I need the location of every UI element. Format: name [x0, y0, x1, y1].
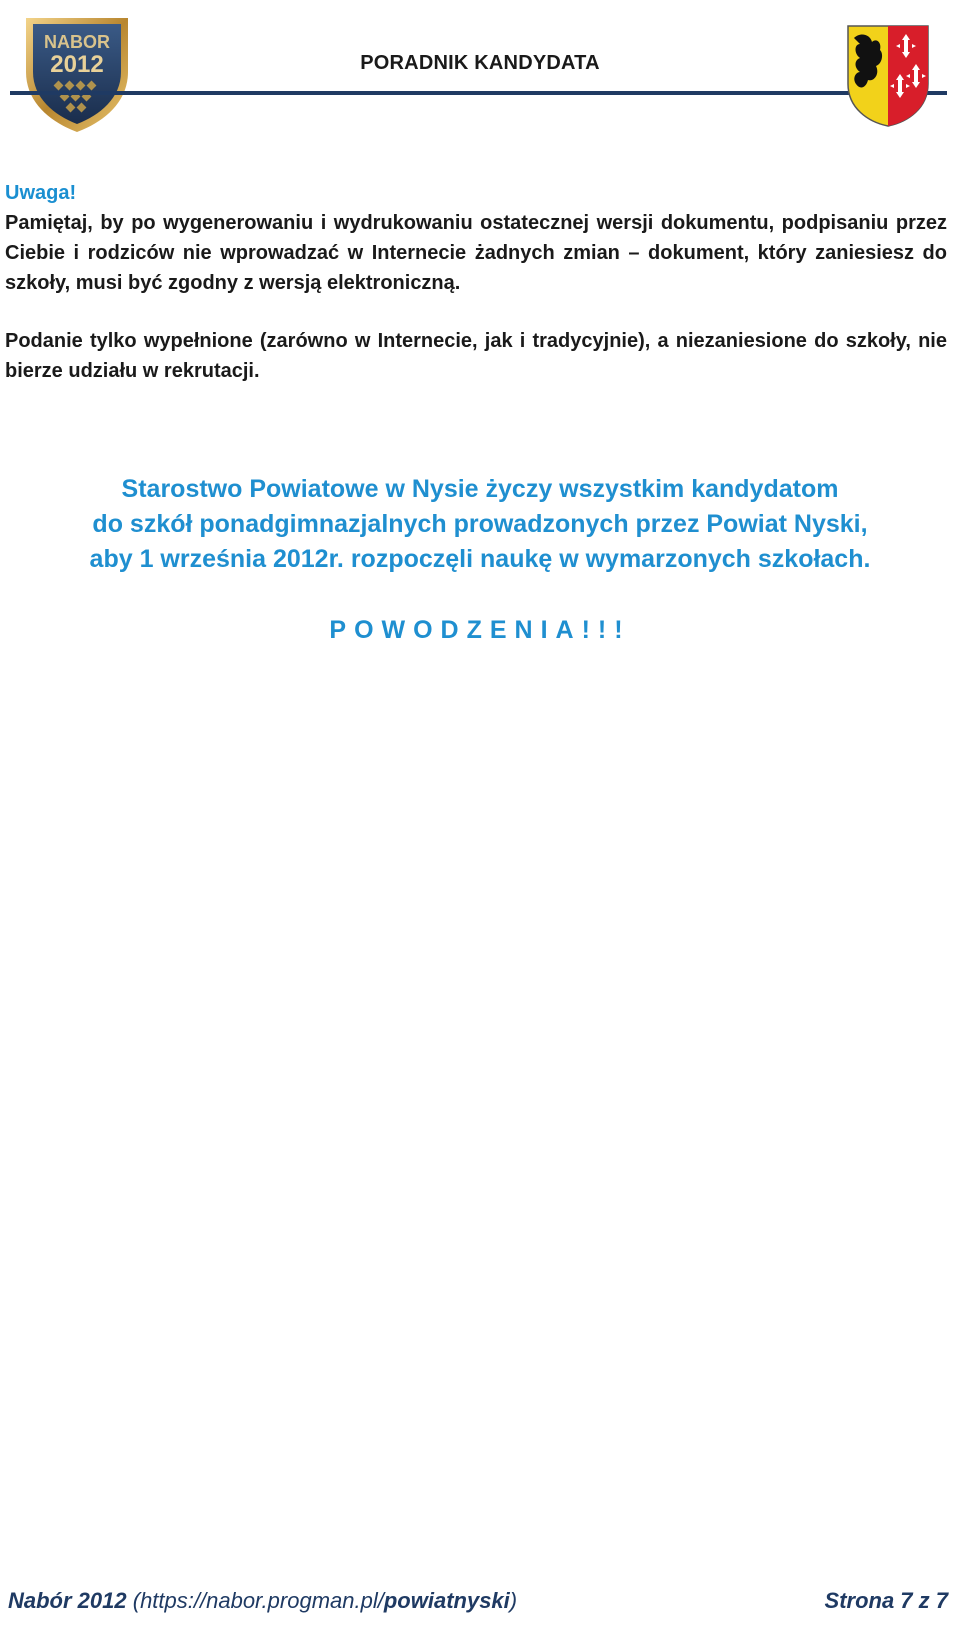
- notice-section: [5, 178, 947, 386]
- footer-brand: Nabór 2012: [8, 1588, 127, 1613]
- good-luck-text: POWODZENIA!!!: [329, 616, 631, 644]
- page-number: Strona 7 z 7: [824, 1588, 948, 1613]
- footer-source: [8, 1588, 517, 1614]
- footer-url-suffix: ): [509, 1588, 518, 1613]
- page-header-title: PORADNIK KANDYDATA: [360, 52, 600, 74]
- page-header: [0, 0, 960, 140]
- wishes-line-1: Starostwo Powiatowe w Nysie życzy wszystkim kandydatom: [121, 475, 839, 503]
- header-divider: [10, 91, 947, 95]
- notice-paragraph-2: Podanie tylko wypełnione (zarówno w Internecie, jak i tradycyjnie), a niezaniesione do szkoły, nie bierze udziału w rekrutacji.: [5, 330, 947, 382]
- page-footer: [8, 1588, 948, 1620]
- svg-text:NABOR: NABOR: [44, 32, 110, 52]
- wishes-line-3: aby 1 września 2012r. rozpoczęli naukę w wymarzonych szkołach.: [89, 545, 871, 573]
- svg-text:2012: 2012: [50, 51, 104, 78]
- coat-of-arms-icon: [846, 24, 930, 128]
- wishes-line-2: do szkół ponadgimnazjalnych prowadzonych przez Powiat Nyski,: [92, 510, 868, 538]
- footer-url-prefix: (https://nabor.progman.pl/: [132, 1588, 384, 1613]
- footer-url-link[interactable]: powiatnyski: [383, 1588, 510, 1613]
- notice-title: Uwaga!: [5, 182, 77, 204]
- notice-paragraph-1: Pamiętaj, by po wygenerowaniu i wydrukowaniu ostatecznej wersji dokumentu, podpisaniu przez Ciebie i rodziców nie wprowadzać w Internecie żadnych zmian – dokument, który zaniesiesz do szkoły, musi być zgodny z wersją elektroniczną.: [5, 212, 947, 294]
- wishes-block: [0, 472, 960, 577]
